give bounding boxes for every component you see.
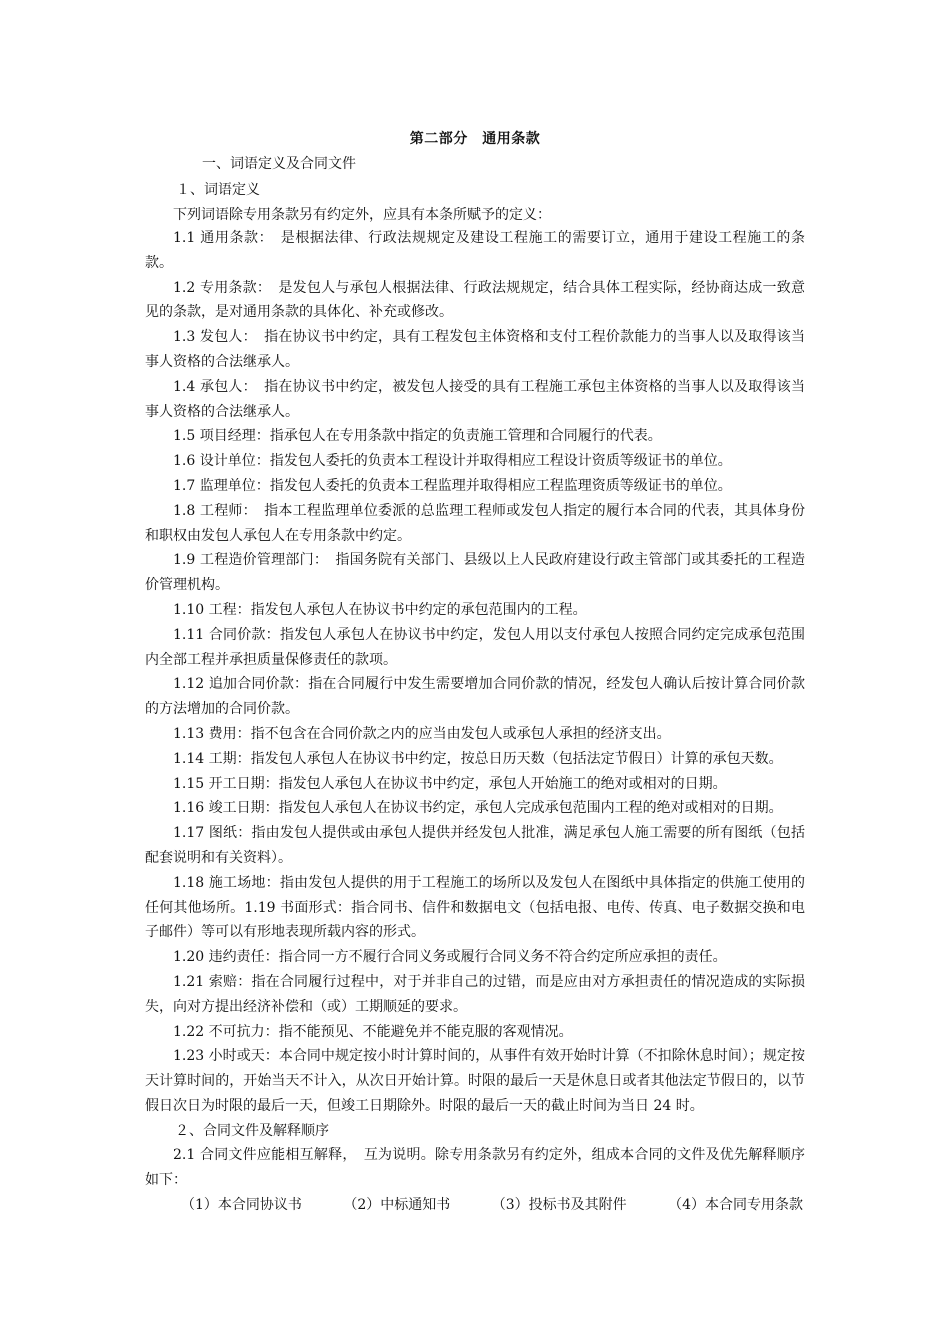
definition-1-21: 1.21 索赔：指在合同履行过程中，对于并非自己的过错，而是应由对方承担责任的情况造成的实际损失，向对方提出经济补偿和（或）工期顺延的要求。 bbox=[145, 973, 805, 1015]
definition-1-17: 1.17 图纸：指由发包人提供或由承包人提供并经发包人批准，满足承包人施工需要的所有图纸（包括配套说明和有关资料）。 bbox=[145, 825, 805, 866]
page-title: 第二部分 通用条款 bbox=[409, 131, 541, 147]
intro-paragraph: 下列词语除专用条款另有约定外，应具有本条所赋予的定义： bbox=[173, 207, 551, 223]
document-order-list bbox=[145, 1193, 805, 1218]
definition-1-3: 1.3 发包人： 指在协议书中约定，具有工程发包主体资格和支付工程价款能力的当事人以及取得该当事人资格的合法继承人。 bbox=[145, 329, 805, 370]
definition-1-1: 1.1 通用条款： 是根据法律、行政法规规定及建设工程施工的需要订立，通用于建设工程施工的条款。 bbox=[145, 230, 805, 271]
definition-1-11: 1.11 合同价款：指发包人承包人在协议书中约定，发包人用以支付承包人按照合同约定完成承包范围内全部工程并承担质量保修责任的款项。 bbox=[145, 626, 805, 668]
document-body bbox=[145, 226, 805, 1218]
definition-1-13: 1.13 费用：指不包含在合同价款之内的应当由发包人或承包人承担的经济支出。 bbox=[173, 725, 671, 742]
definition-1-22: 1.22 不可抗力：指不能预见、不能避免并不能克服的客观情况。 bbox=[173, 1023, 573, 1040]
subsection-heading-definitions: １、词语定义 bbox=[176, 182, 260, 198]
document-order-item: （3）投标书及其附件 bbox=[491, 1197, 627, 1214]
definition-1-4: 1.4 承包人： 指在协议书中约定，被发包人接受的具有工程施工承包主体资格的当事人以及取得该当事人资格的合法继承人。 bbox=[145, 378, 805, 420]
clause-2-1: 2.1 合同文件应能相互解释， 互为说明。除专用条款另有约定外，组成本合同的文件及优先解释顺序如下： bbox=[145, 1147, 805, 1189]
definition-1-12: 1.12 追加合同价款：指在合同履行中发生需要增加合同价款的情况，经发包人确认后按计算合同价款的方法增加的合同价款。 bbox=[145, 676, 805, 718]
definition-1-14: 1.14 工期：指发包人承包人在协议书中约定，按总日历天数（包括法定节假日）计算的承包天数。 bbox=[173, 750, 783, 767]
definition-1-8: 1.8 工程师： 指本工程监理单位委派的总监理工程师或发包人指定的履行本合同的代表，其具体身份和职权由发包人承包人在专用条款中约定。 bbox=[145, 502, 805, 544]
definition-1-20: 1.20 违约责任：指合同一方不履行合同义务或履行合同义务不符合约定所应承担的责任。 bbox=[173, 949, 727, 966]
definition-1-5: 1.5 项目经理：指承包人在专用条款中指定的负责施工管理和合同履行的代表。 bbox=[173, 428, 662, 445]
section-heading: 一、词语定义及合同文件 bbox=[202, 156, 356, 172]
definition-1-10: 1.10 工程：指发包人承包人在协议书中约定的承包范围内的工程。 bbox=[173, 601, 587, 618]
definition-1-15: 1.15 开工日期：指发包人承包人在协议书中约定，承包人开始施工的绝对或相对的日期。 bbox=[173, 775, 727, 792]
definition-1-9: 1.9 工程造价管理部门： 指国务院有关部门、县级以上人民政府建设行政主管部门或其委托的工程造价管理机构。 bbox=[145, 552, 805, 594]
definition-1-23: 1.23 小时或天：本合同中规定按小时计算时间的，从事件有效开始时计算（不扣除休息时间）；规定按天计算时间的，开始当天不计入，从次日开始计算。时限的最后一天是休息日或者其他法定节假日的，以节假日次日为时限的最后一天，但竣工日期除外。时限的最后一天的截止时间为当日 24 时。 bbox=[145, 1048, 805, 1114]
document-order-item: （2）中标通知书 bbox=[343, 1197, 451, 1214]
definition-1-16: 1.16 竣工日期：指发包人承包人在协议书约定，承包人完成承包范围内工程的绝对或相对的日期。 bbox=[173, 800, 783, 817]
definition-1-7: 1.7 监理单位：指发包人委托的负责本工程监理并取得相应工程监理资质等级证书的单位。 bbox=[173, 477, 732, 494]
definition-1-18: 1.18 施工场地：指由发包人提供的用于工程施工的场所以及发包人在图纸中具体指定的供施工使用的任何其他场所。1.19 书面形式：指合同书、信件和数据电文（包括电报、电传、传真、电子数据交换和电子邮件）等可以有形地表现所载内容的形式。 bbox=[145, 874, 805, 941]
subsection-heading-documents: ２、合同文件及解释顺序 bbox=[175, 1122, 329, 1139]
document-order-item: （1）本合同协议书 bbox=[181, 1197, 302, 1214]
definition-1-6: 1.6 设计单位：指发包人委托的负责本工程设计并取得相应工程设计资质等级证书的单位。 bbox=[173, 453, 732, 470]
document-order-item: （4）本合同专用条款 bbox=[668, 1197, 803, 1214]
definition-1-2: 1.2 专用条款： 是发包人与承包人根据法律、行政法规规定，结合具体工程实际，经协商达成一致意见的条款，是对通用条款的具体化、补充或修改。 bbox=[145, 279, 805, 321]
